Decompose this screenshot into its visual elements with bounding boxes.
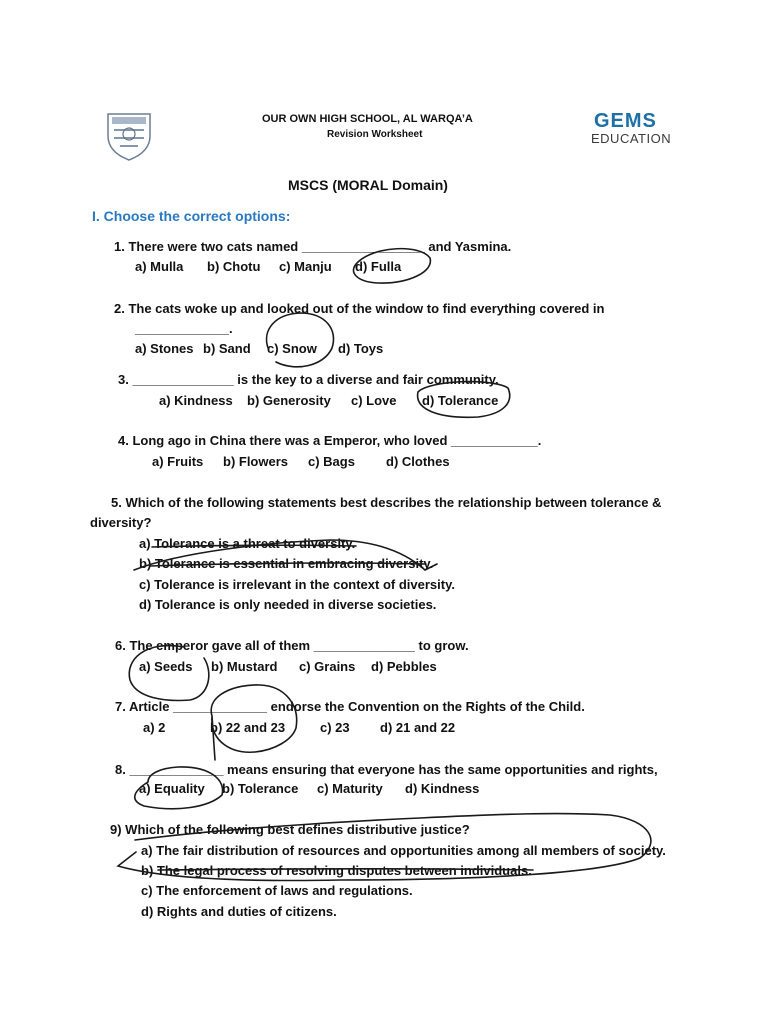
q6-option-b: b) Mustard	[211, 659, 278, 674]
q4-option-b: b) Flowers	[223, 454, 289, 469]
q9-option-c: c) The enforcement of laws and regulations.	[141, 883, 413, 898]
q8-option-c: c) Maturity	[317, 781, 383, 796]
q3-option-b: b) Generosity	[247, 393, 331, 408]
q8-option-b: b) Tolerance	[222, 781, 299, 796]
q9-option-a: a) The fair distribution of resources and opportunities among all members of society.	[141, 843, 666, 858]
school-name: OUR OWN HIGH SCHOOL, AL WARQA’A	[262, 113, 473, 125]
q2-option-a: a) Stones	[135, 341, 194, 356]
q5-option-d: d) Tolerance is only needed in diverse societies.	[139, 597, 437, 612]
q2-option-d: d) Toys	[338, 341, 384, 356]
question-8-text: 8. _____________ means ensuring that everyone has the same opportunities and rights,	[115, 762, 658, 777]
q1-option-a: a) Mulla	[135, 259, 184, 274]
question-2-text: 2. The cats woke up and looked out of the window to find everything covered in	[114, 301, 605, 316]
q2-answer-circle	[267, 313, 334, 367]
q8-option-a: a) Equality	[139, 781, 205, 796]
gems-logo-text: EDUCATION	[591, 131, 672, 146]
q1-option-b: b) Chotu	[207, 259, 261, 274]
q1-option-c: c) Manju	[279, 259, 332, 274]
school-crest-logo	[102, 108, 156, 162]
q6-option-d: d) Pebbles	[371, 659, 437, 674]
q2-option-c: c) Snow	[267, 341, 317, 356]
q1-option-d: d) Fulla	[355, 259, 402, 274]
q4-option-a: a) Fruits	[152, 454, 204, 469]
q7-option-c: c) 23	[320, 720, 350, 735]
question-6-text: 6. The emperor gave all of them ______________ to grow.	[115, 638, 469, 653]
worksheet-subtitle: Revision Worksheet	[327, 129, 423, 140]
q6-option-a: a) Seeds	[139, 659, 193, 674]
q7-option-a: a) 2	[143, 720, 166, 735]
q5-option-b: b) Tolerance is essential in embracing diversity.	[139, 556, 434, 571]
q5-option-a: a) Tolerance is a threat to diversity.	[139, 536, 356, 551]
question-4-text: 4. Long ago in China there was a Emperor, who loved ____________.	[118, 433, 542, 448]
section-heading: I. Choose the correct options:	[92, 208, 291, 224]
q9-option-b: b) The legal process of resolving disputes between individuals.	[141, 863, 532, 878]
question-5-text-cont: diversity?	[90, 515, 152, 530]
q9-option-d: d) Rights and duties of citizens.	[141, 904, 337, 919]
question-7-text: 7. Article _____________ endorse the Convention on the Rights of the Child.	[115, 699, 585, 714]
worksheet-title: MSCS (MORAL Domain)	[288, 177, 448, 193]
question-2-text-cont: _____________.	[135, 321, 233, 336]
q7-option-d: d) 21 and 22	[380, 720, 456, 735]
q6-option-c: c) Grains	[299, 659, 356, 674]
q4-option-d: d) Clothes	[386, 454, 450, 469]
q5-option-c: c) Tolerance is irrelevant in the context of diversity.	[139, 577, 455, 592]
q2-option-b: b) Sand	[203, 341, 251, 356]
question-9-text: 9) Which of the following best defines distributive justice?	[110, 822, 470, 837]
question-5-text: 5. Which of the following statements best describes the relationship between tolerance &	[111, 495, 662, 510]
question-3-text: 3. ______________ is the key to a diverse and fair community.	[118, 372, 499, 387]
q3-option-d: d) Tolerance	[422, 393, 499, 408]
q4-option-c: c) Bags	[308, 454, 355, 469]
q3-option-c: c) Love	[351, 393, 397, 408]
question-1-text: 1. There were two cats named _________________ and Yasmina.	[114, 239, 512, 254]
q3-option-a: a) Kindness	[159, 393, 233, 408]
gems-logo-mark: GEMS	[594, 110, 657, 132]
q8-option-d: d) Kindness	[405, 781, 480, 796]
q7-option-b: b) 22 and 23	[210, 720, 286, 735]
